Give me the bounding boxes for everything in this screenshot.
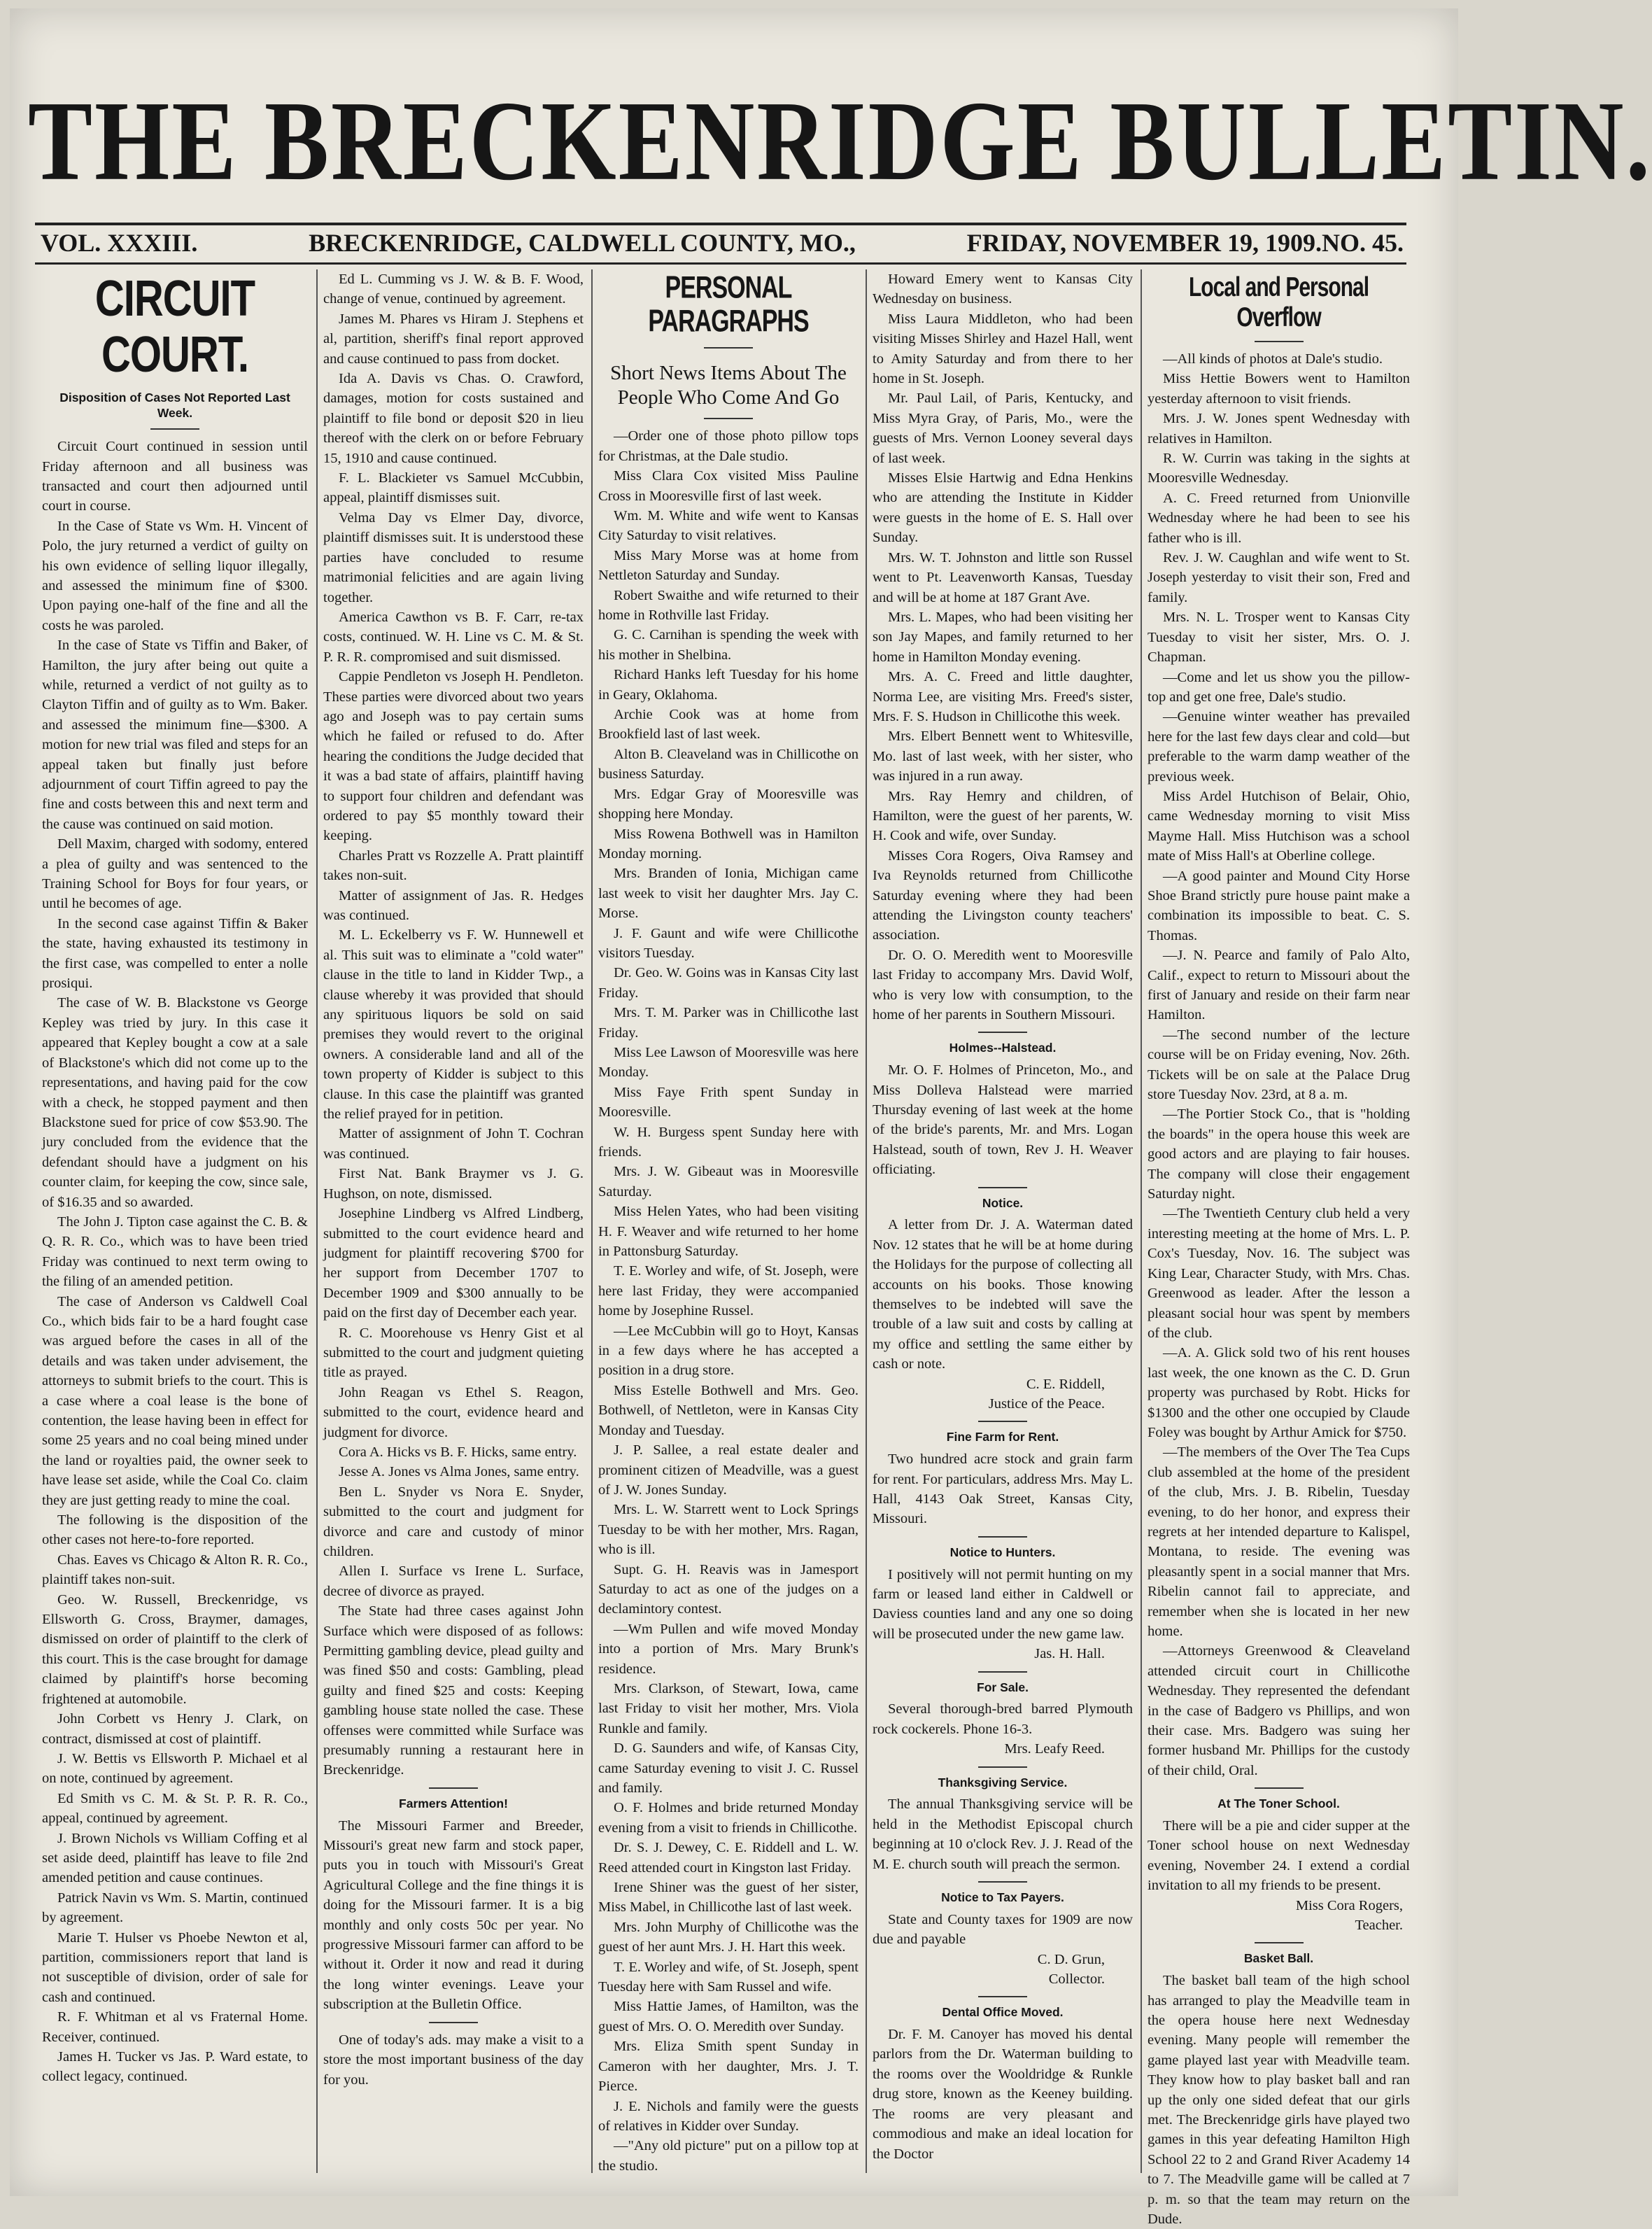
paragraph: The following is the disposition of the other cases not here-to-fore reported. — [42, 1512, 308, 1548]
issue-number: NO. 45. — [1322, 229, 1404, 257]
paragraph: R. C. Moorehouse vs Henry Gist et al submitted to the court and judgment quieting title as prayed. — [323, 1325, 584, 1381]
paragraph: —Order one of those photo pillow tops for Christmas, at the Dale studio. — [598, 428, 859, 464]
column-separator — [1141, 269, 1142, 2173]
thanksgiving-heading: Thanksgiving Service. — [938, 1775, 1068, 1789]
divider — [978, 1536, 1027, 1538]
dateline — [41, 227, 1404, 259]
paragraph: In the Case of State vs Wm. H. Vincent of Polo, the jury returned a verdict of guilty on his own evidence of selling liquor illegally, and assessed the minimum fine of $300. Upon paying one-half of the fine and all the costs he was paroled. — [42, 518, 308, 633]
tax-payers-text: State and County taxes for 1909 are now due and payable — [873, 1911, 1133, 1948]
for-sale-heading: For Sale. — [977, 1680, 1029, 1694]
paragraph: James M. Phares vs Hiram J. Stephens et al, partition, sheriff's final report approved and cause continued to pass from docket. — [323, 311, 584, 367]
masthead-title: THE BRECKENRIDGE BULLETIN. — [28, 77, 1652, 204]
toner-school-text: There will be a pie and cider supper at the Toner school house on next Wednesday evening, November 24. I extend a cordial invitation to all my friends to be present. — [1148, 1818, 1410, 1894]
paragraph: Howard Emery went to Kansas City Wednesday on business. — [873, 272, 1133, 307]
paragraph: Dr. S. J. Dewey, C. E. Riddell and L. W. Reed attended court in Kingston last Friday. — [598, 1840, 859, 1876]
paragraph: Miss Clara Cox visited Miss Pauline Cross in Mooresville first of last week. — [598, 468, 859, 504]
column-circuit-court — [42, 269, 308, 2173]
divider — [978, 1671, 1027, 1673]
paragraph: Mrs. N. L. Trosper went to Kansas City Tuesday to visit her sister, Mrs. O. J. Chapman. — [1148, 610, 1410, 666]
divider — [1255, 1942, 1304, 1943]
paragraph: W. H. Burgess spent Sunday here with friends. — [598, 1124, 859, 1160]
paragraph: The case of Anderson vs Caldwell Coal Co., which bids fair to be a hard fought case was argued before the cases in all of the details and was taken under advisement, the attorneys to submit briefs to the court. This is a case where a coal lease is the bone of contention, the lease having been in effect for some 25 years and no coal being mined under the land or royalties paid, the owner seek to have lease set aside, while the Coal Co. claim they are just getting ready to mine the coal. — [42, 1293, 308, 1508]
dateline-place: BRECKENRIDGE, CALDWELL COUNTY, MO., — [309, 229, 856, 257]
masthead-rule-top — [35, 223, 1406, 225]
paragraph: Jesse A. Jones vs Alma Jones, same entry. — [339, 1464, 579, 1480]
paragraph: Robert Swaithe and wife returned to their home in Rothville last Friday. — [598, 587, 859, 624]
thanksgiving-text: The annual Thanksgiving service will be held in the Methodist Episcopal church beginning at 10 o'clock Rev. J. J. Read of the M. E. church south will preach the sermon. — [873, 1796, 1133, 1872]
paragraph: Mrs. Edgar Gray of Mooresville was shopping here Monday. — [598, 786, 859, 822]
paragraph: Miss Hattie James, of Hamilton, was the guest of Mrs. O. O. Meredith over Sunday. — [598, 1999, 859, 2034]
divider — [978, 1032, 1027, 1033]
paragraph: Mrs. John Murphy of Chillicothe was the guest of her aunt Mrs. J. H. Hart this week. — [598, 1919, 859, 1955]
paragraph: —Genuine winter weather has prevailed here for the last few days clear and cold—but preferable to the warm damp weather of the previous week. — [1148, 709, 1410, 785]
paragraph: Matter of assignment of John T. Cochran was continued. — [323, 1126, 584, 1162]
tax-payers-heading: Notice to Tax Payers. — [941, 1890, 1064, 1904]
paragraph: —The Twentieth Century club held a very interesting meeting at the home of Mrs. L. P. Cox's Tuesday, Nov. 16. The subject was King Lear, Character Study, with Mrs. Chas. Greenwood as leader. After the lesson a pleasant social hour was spent by members of the club. — [1148, 1206, 1410, 1341]
paragraph: A. C. Freed returned from Unionville Wednesday where he had been to see his father who is ill. — [1148, 490, 1410, 546]
farm-for-rent-heading: Fine Farm for Rent. — [946, 1430, 1059, 1444]
divider — [978, 1421, 1027, 1422]
column-separator — [591, 269, 593, 2173]
notice-heading: Notice. — [982, 1195, 1024, 1210]
tax-signature: C. D. Grun, — [1037, 1951, 1105, 1967]
paragraph: Geo. W. Russell, Breckenridge, vs Ellsworth G. Cross, Braymer, damages, dismissed on order of plaintiff to the clerk of this court. This is the case brought for damage claimed by plaintiff's horse becoming frightened at automobile. — [42, 1591, 308, 1707]
basket-ball-heading: Basket Ball. — [1243, 1951, 1314, 1966]
paragraph: —Come and let us show you the pillow-top and get one free, Dale's studio. — [1148, 669, 1410, 705]
basket-ball-text: The basket ball team of the high school has arranged to play the Meadville team in the opera house here next Wednesday evening. Many people will remember the game played last year with Meadville team. They know how to play basket ball and ran up the only one sided defeat that our girls met. The Breckenridge girls have played two games in this year defeating Hamilton High School 22 to 2 and Grand River Academy 14 to 7. The Meadville game will be called at 7 p. m. so that the team may return on the Dude. — [1148, 1973, 1410, 2228]
paragraph: Archie Cook was at home from Brookfield last of last week. — [598, 707, 859, 743]
for-sale-signature: Mrs. Leafy Reed. — [1004, 1741, 1105, 1757]
paragraph: Miss Estelle Bothwell and Mrs. Geo. Bothwell, of Nettleton, were in Kansas City Monday and Tuesday. — [598, 1382, 859, 1438]
paragraph: The case of W. B. Blackstone vs George Kepley was tried by jury. In this case it appeared that Kepley bought a cow at a sale of Blackstone's which did not come up to the representations, and having paid for the cow with a check, he stopped payment and then Blackstone sued for price of cow $53.90. The jury concluded from the evidence that the defendant should have a judgment on his counter claim, for keeping the cow, since sale, of $16.35 and so awarded. — [42, 995, 308, 1210]
paragraph: Mrs. L. W. Starrett went to Lock Springs Tuesday to be with her mother, Mrs. Ragan, who is ill. — [598, 1502, 859, 1558]
paragraph: Miss Ardel Hutchison of Belair, Ohio, came Wednesday morning to visit Miss Mayme Hall. Miss Hutchison was a school mate of Miss Hall's at Oberline college. — [1148, 788, 1410, 864]
divider — [978, 1766, 1027, 1768]
paragraph: In the case of State vs Tiffin and Baker, of Hamilton, the jury after being out quite a while, returned a verdict of not guilty as to Clayton Tiffin and of guilty as to Wm. Baker. and assessed the minimum fine—$300. A motion for new trial was filed and steps for an appeal taken but finally just before adjournment of court Tiffin agreed to pay the fine and costs between this and next term and the cause was continued on said motion. — [42, 638, 308, 832]
paragraph: Dr. O. O. Meredith went to Mooresville last Friday to accompany Mrs. David Wolf, who is very low with consumption, to the home of her parents in Southern Missouri. — [873, 947, 1133, 1023]
deck-headline: Short News Items About The People Who Come And Go — [610, 361, 847, 409]
paragraph: Mrs. J. W. Jones spent Wednesday with relatives in Hamilton. — [1148, 411, 1410, 446]
paragraph: Richard Hanks left Tuesday for his home in Geary, Oklahoma. — [598, 667, 859, 703]
paragraph: Miss Mary Morse was at home from Nettleton Saturday and Sunday. — [598, 547, 859, 584]
paragraph: —"Any old picture" put on a pillow top at the studio. — [598, 2138, 859, 2174]
article-body — [323, 269, 584, 1780]
paragraph: J. F. Gaunt and wife were Chillicothe visitors Tuesday. — [598, 925, 859, 961]
dental-office-heading: Dental Office Moved. — [942, 2005, 1064, 2020]
holmes-halstead-heading: Holmes--Halstead. — [949, 1041, 1057, 1055]
paragraph: Wm. M. White and wife went to Kansas City Saturday to visit relatives. — [598, 508, 859, 544]
divider — [978, 1996, 1027, 1997]
paragraph: —Lee McCubbin will go to Hoyt, Kansas in a few days where he has accepted a position in a drug store. — [598, 1323, 859, 1379]
divider — [429, 1787, 478, 1789]
paragraph: Mrs. A. C. Freed and little daughter, Norma Lee, are visiting Mrs. Freed's sister, Mrs. F. S. Hudson in Chillicothe this week. — [873, 669, 1133, 724]
paragraph: F. L. Blackieter vs Samuel McCubbin, appeal, plaintiff dismisses suit. — [323, 470, 584, 506]
paragraph: In the second case against Tiffin & Baker the state, having exhausted its testimony in the first case, was compelled to enter a nolle prosiqui. — [42, 915, 308, 992]
paragraph: Charles Pratt vs Rozzelle A. Pratt plaintiff takes non-suit. — [323, 848, 584, 884]
paragraph: Miss Lee Lawson of Mooresville was here Monday. — [598, 1044, 859, 1081]
paragraph: Allen I. Surface vs Irene L. Surface, decree of divorce as prayed. — [323, 1563, 584, 1599]
article-body — [598, 426, 859, 2176]
paragraph: T. E. Worley and wife, of St. Joseph, spent Tuesday here with Sam Russel and wife. — [598, 1959, 859, 1995]
divider — [704, 347, 753, 349]
closing-note: One of today's ads. may make a visit to a store the most important business of the day for you. — [323, 2032, 584, 2088]
article-body — [1148, 349, 1410, 1780]
paragraph: —The Portier Stock Co., that is "holding the boards" in the opera house this week are good actors and are playing to fair houses. The company will close their engagement Saturday night. — [1148, 1106, 1410, 1202]
paragraph: J. E. Nichols and family were the guests of relatives in Kidder over Sunday. — [598, 2098, 859, 2134]
masthead-rule-bottom — [35, 262, 1406, 265]
hunters-text: I positively will not permit hunting on my farm or leased land either in Caldwell or Daviess counties land and any one so doing will be prosecuted under the new game law. — [873, 1566, 1133, 1642]
paragraph: Miss Hettie Bowers went to Hamilton yesterday afternoon to visit friends. — [1148, 371, 1410, 407]
paragraph: Mrs. Elbert Bennett went to Whitesville, Mo. last of last week, with her sister, who was injured in a run away. — [873, 729, 1133, 785]
toner-signature-title: Teacher. — [1355, 1918, 1403, 1934]
paragraph: —All kinds of photos at Dale's studio. — [1163, 351, 1383, 367]
paragraph: O. F. Holmes and bride returned Monday evening from a visit to friends in Chillicothe. — [598, 1800, 859, 1836]
divider — [1255, 1787, 1304, 1789]
paragraph: Dr. Geo. W. Goins was in Kansas City last Friday. — [598, 965, 859, 1001]
paragraph: James H. Tucker vs Jas. P. Ward estate, to collect legacy, continued. — [42, 2049, 308, 2085]
paragraph: Patrick Navin vs Wm. S. Martin, continued by agreement. — [42, 1890, 308, 1926]
paragraph: Rev. J. W. Caughlan and wife went to St. Joseph yesterday to visit their son, Fred and family. — [1148, 550, 1410, 605]
paragraph: —A. A. Glick sold two of his rent houses last week, the one known as the C. D. Grun property was purchased by Robt. Hicks for $1300 and the other one occupied by Claude Foley was bought by Arthur Amick for $750. — [1148, 1345, 1410, 1440]
paragraph: Marie T. Hulser vs Phoebe Newton et al, partition, commissioners report that land is not susceptible of division, order of sale for cash and continued. — [42, 1929, 308, 2005]
hunters-signature: Jas. H. Hall. — [1034, 1646, 1105, 1662]
paragraph: The State had three cases against John Surface which were disposed of as follows: Permitting gambling device, plead guilty and was fined $50 and costs: Gambling, plead guilty and fined $25 and costs: Keeping gambling house state nolled the case. These offenses were committed while Surface was presumably running a restaurant here in Breckenridge. — [323, 1603, 584, 1778]
paragraph: Mr. Paul Lail, of Paris, Kentucky, and Miss Myra Gray, of Paris, Mo., were the guests of Mrs. Vernon Looney several days of last week. — [873, 391, 1133, 466]
paragraph: Miss Rowena Bothwell was in Hamilton Monday morning. — [598, 826, 859, 862]
paragraph: Ed L. Cumming vs J. W. & B. F. Wood, change of venue, continued by agreement. — [323, 272, 584, 307]
column-separator — [316, 269, 318, 2173]
paragraph: Mrs. Branden of Ionia, Michigan came last week to visit her daughter Mrs. Jay C. Morse. — [598, 866, 859, 922]
paragraph: Cappie Pendleton vs Joseph H. Pendleton. These parties were divorced about two years ago and Joseph was to pay certain sums which he failed or refused to do. After hearing the conditions the Judge decided that it was a bad state of affairs, plaintiff having to support four children and defendant was ordered to pay $5 monthly toward their keeping. — [323, 669, 584, 844]
paragraph: Alton B. Cleaveland was in Chillicothe on business Saturday. — [598, 746, 859, 782]
paragraph: Cora A. Hicks vs B. F. Hicks, same entry. — [339, 1444, 577, 1460]
divider — [978, 1881, 1027, 1883]
headline-circuit-court: CIRCUIT COURT. — [94, 269, 255, 383]
paragraph: First Nat. Bank Braymer vs J. G. Hughson, on note, dismissed. — [323, 1166, 584, 1202]
paragraph: —Wm Pullen and wife moved Monday into a portion of Mrs. Mary Brunk's residence. — [598, 1621, 859, 1677]
paragraph: —J. N. Pearce and family of Palo Alto, Calif., expect to return to Missouri about the first of January and reside on their farm near Hamilton. — [1148, 948, 1410, 1023]
paragraph: The John J. Tipton case against the C. B. & Q. R. R. Co., which was to have been tried Friday was continued to next term owing to the filing of an amended petition. — [42, 1214, 308, 1290]
paragraph: R. F. Whitman et al vs Fraternal Home. Receiver, continued. — [42, 2009, 308, 2045]
notice-signature-title: Justice of the Peace. — [988, 1396, 1105, 1412]
paragraph: Chas. Eaves vs Chicago & Alton R. R. Co., plaintiff takes non-suit. — [42, 1552, 308, 1588]
dental-office-text: Dr. F. M. Canoyer has moved his dental parlors from the Dr. Waterman building to the rooms over the Wooldridge & Runkle drug store, known as the Keeney building. The rooms are very pleasant and commodious and make an ideal location for the Doctor — [873, 2027, 1133, 2162]
paragraph: T. E. Worley and wife, of St. Joseph, were here last Friday, they were accompanied home by Josephine Russel. — [598, 1263, 859, 1319]
paragraph: Ben L. Snyder vs Nora E. Snyder, submitted to the court and judgment for divorce and care and custody of minor children. — [323, 1484, 584, 1559]
paragraph: Matter of assignment of Jas. R. Hedges was continued. — [323, 887, 584, 923]
toner-school-heading: At The Toner School. — [1217, 1796, 1340, 1811]
article-body — [873, 269, 1133, 1025]
article-body — [42, 437, 308, 2087]
divider — [150, 428, 199, 430]
paragraph: R. W. Currin was taking in the sights at Mooresville Wednesday. — [1148, 451, 1410, 486]
farmers-attention-heading: Farmers Attention! — [399, 1796, 508, 1810]
paragraph: Supt. G. H. Reavis was in Jamesport Saturday to act as one of the judges on a declamintory contest. — [598, 1561, 859, 1617]
paragraph: America Cawthon vs B. F. Carr, re-tax costs, continued. W. H. Line vs C. M. & St. P. R. R. compromised and suit dismissed. — [323, 609, 584, 665]
paragraph: Mrs. L. Mapes, who had been visiting her son Jay Mapes, and family returned to her home in Hamilton Monday evening. — [873, 609, 1133, 665]
notice-text: A letter from Dr. J. A. Waterman dated Nov. 12 states that he will be at home during the Holidays for the purpose of collecting all accounts on his books. Those knowing themselves to be indebted will save the trouble of a law suit and costs by calling at my office and settling the same either by cash or note. — [873, 1217, 1133, 1372]
volume-number: VOL. XXXIII. — [41, 229, 198, 257]
paragraph: —The members of the Over The Tea Cups club assembled at the home of the president of the club, Mrs. J. B. Ribelin, Tuesday evening, to do her honor, and express their regrets at her intended departure to Kalispel, Montana, to reside. The evening was pleasantly spent in a social manner that Mrs. Ribelin cannot fail to appreciate, and remember when she is located in her new home. — [1148, 1444, 1410, 1639]
paragraph: Miss Helen Yates, who had been visiting H. F. Weaver and wife returned to her home in Pattonsburg Saturday. — [598, 1204, 859, 1260]
paragraph: —A good painter and Mound City Horse Shoe Brand strictly pure house paint make a combination its impossible to beat. C. S. Thomas. — [1148, 868, 1410, 943]
paragraph: Mrs. Clarkson, of Stewart, Iowa, came last Friday to visit her mother, Mrs. Viola Runkle and family. — [598, 1680, 859, 1736]
paragraph: Dell Maxim, charged with sodomy, entered a plea of guilty and was sentenced to the Training School for Boys for four years, or until he becomes of age. — [42, 836, 308, 912]
farmers-attention-text: The Missouri Farmer and Breeder, Missouri's great new farm and stock paper, puts you in touch with Missouri's Great Agricultural College and the fine things it is doing for the Missouri farmer. It is a big monthly and only costs 50c per year. No progressive Missouri farmer can afford to be without it. Order it now and read it during the long winter evenings. Leave your subscription at the Bulletin Office. — [323, 1817, 584, 2013]
issue-date: FRIDAY, NOVEMBER 19, 1909. — [966, 229, 1322, 257]
paragraph: Misses Cora Rogers, Oiva Ramsey and Iva Reynolds returned from Chillicothe Saturday evening where they had been attending the Livingston county teachers' association. — [873, 848, 1133, 943]
paragraph: —Attorneys Greenwood & Cleaveland attended circuit court in Chillicothe Wednesday. They represented the defendant in the case of Badgero vs Phillips, and won their case. Mrs. Badgero was suing her former husband Mr. Phillips for the custody of their child, Oral. — [1148, 1643, 1410, 1778]
tax-signature-title: Collector. — [1048, 1971, 1105, 1987]
paragraph: Mrs. J. W. Gibeaut was in Mooresville Saturday. — [598, 1164, 859, 1200]
paragraph: J. Brown Nichols vs William Coffing et al set aside deed, plaintiff has leave to file 2nd amended petition and cause continues. — [42, 1830, 308, 1886]
subheadline: Disposition of Cases Not Reported Last Week. — [59, 390, 290, 421]
paragraph: Mrs. Ray Hemry and children, of Hamilton, were the guest of her parents, W. H. Cook and wife, over Sunday. — [873, 788, 1133, 844]
paragraph: J. W. Bettis vs Ellsworth P. Michael et al on note, continued by agreement. — [42, 1750, 308, 1787]
paragraph: Ida A. Davis vs Chas. O. Crawford, damages, motion for costs sustained and plaintiff to file bond or deposit $20 in lieu thereof with the clerk on or before February 15, 1910 and cause continued. — [323, 371, 584, 466]
paragraph: Mrs. W. T. Johnston and little son Russel went to Pt. Leavenworth Kansas, Tuesday and will be at home at 187 Grant Ave. — [873, 549, 1133, 605]
paragraph: M. L. Eckelberry vs F. W. Hunnewell et al. This suit was to eliminate a "cold water" clause in the title to land in Kidder Twp., a clause whereby it was provided that should any spirituous liquors be sold on said premises they would revert to the original owners. A considerable land and all of the town property of Kidder is subject to this clause. In this case the plaintiff was granted the relief prayed for in petition. — [323, 927, 584, 1123]
headline-local-personal-overflow: Local and Personal Overflow — [1188, 272, 1369, 332]
toner-signature: Miss Cora Rogers, — [1295, 1897, 1403, 1913]
paragraph: Miss Faye Frith spent Sunday in Mooresville. — [598, 1084, 859, 1120]
headline-personal-paragraphs: PERSONAL PARAGRAPHS — [648, 270, 809, 339]
divider — [978, 1187, 1027, 1188]
paragraph: Ed Smith vs C. M. & St. P. R. R. Co., appeal, continued by agreement. — [42, 1790, 308, 1827]
divider — [429, 2022, 478, 2023]
column-local-overflow — [1148, 269, 1410, 2228]
paragraph: J. P. Sallee, a real estate dealer and prominent citizen of Meadville, was a guest of J. W. Jones Sunday. — [598, 1442, 859, 1498]
holmes-halstead-text: Mr. O. F. Holmes of Princeton, Mo., and Miss Dolleva Halstead were married Thursday evening of last week at the home of the bride's parents, Mr. and Mrs. Logan Halstead, south of town, Rev J. H. Weaver officiating. — [873, 1062, 1133, 1178]
farm-for-rent-text: Two hundred acre stock and grain farm for rent. For particulars, address Mrs. May L. Hall, 4143 Oak Street, Kansas City, Missouri. — [873, 1451, 1133, 1527]
paragraph: Circuit Court continued in session until Friday afternoon and all business was transacted and court then adjourned until court in course. — [42, 439, 308, 514]
paragraph: —The second number of the lecture course will be on Friday evening, Nov. 26th. Tickets will be on sale at the Palace Drug store Tuesday Nov. 23rd, at 8 a. m. — [1148, 1027, 1410, 1103]
paragraph: John Reagan vs Ethel S. Reagon, submitted to the court, evidence heard and judgment for divorce. — [323, 1384, 584, 1440]
paragraph: G. C. Carnihan is spending the week with his mother in Shelbina. — [598, 627, 859, 663]
hunters-heading: Notice to Hunters. — [949, 1545, 1056, 1559]
column-court-cases — [323, 269, 584, 2173]
paragraph: Irene Shiner was the guest of her sister, Miss Mabel, in Chillicothe last of last week. — [598, 1880, 859, 1915]
for-sale-text: Several thorough-bred barred Plymouth rock cockerels. Phone 16-3. — [873, 1701, 1133, 1737]
divider — [1255, 341, 1304, 342]
paragraph: Misses Elsie Hartwig and Edna Henkins who are attending the Institute in Kidder were guests in the home of E. S. Hall over Sunday. — [873, 470, 1133, 546]
paragraph: John Corbett vs Henry J. Clark, on contract, dismissed at cost of plaintiff. — [42, 1711, 308, 1747]
notice-signature: C. E. Riddell, — [1026, 1376, 1105, 1392]
paragraph: Velma Day vs Elmer Day, divorce, plaintiff dismisses suit. It is understood these parties have concluded to resume matrimonial felicities and are again living together. — [323, 509, 584, 605]
paragraph: Mrs. T. M. Parker was in Chillicothe last Friday. — [598, 1005, 859, 1041]
column-personal-paragraphs — [598, 269, 859, 2173]
divider — [704, 418, 753, 419]
paragraph: Miss Laura Middleton, who had been visiting Misses Shirley and Hazel Hall, went to Amity Saturday and from there to her home in St. Joseph. — [873, 311, 1133, 387]
column-separator — [866, 269, 867, 2173]
paragraph: Mrs. Eliza Smith spent Sunday in Cameron with her daughter, Mrs. J. T. Pierce. — [598, 2039, 859, 2095]
paragraph: Josephine Lindberg vs Alfred Lindberg, submitted to the court evidence heard and judgment for plaintiff recovering $700 for her support from December 1707 to December 1909 and $300 annually to be paid on the first day of December each year. — [323, 1206, 584, 1321]
paragraph: D. G. Saunders and wife, of Kansas City, came Saturday evening to visit J. C. Russel and family. — [598, 1741, 859, 1796]
column-notices — [873, 269, 1133, 2173]
